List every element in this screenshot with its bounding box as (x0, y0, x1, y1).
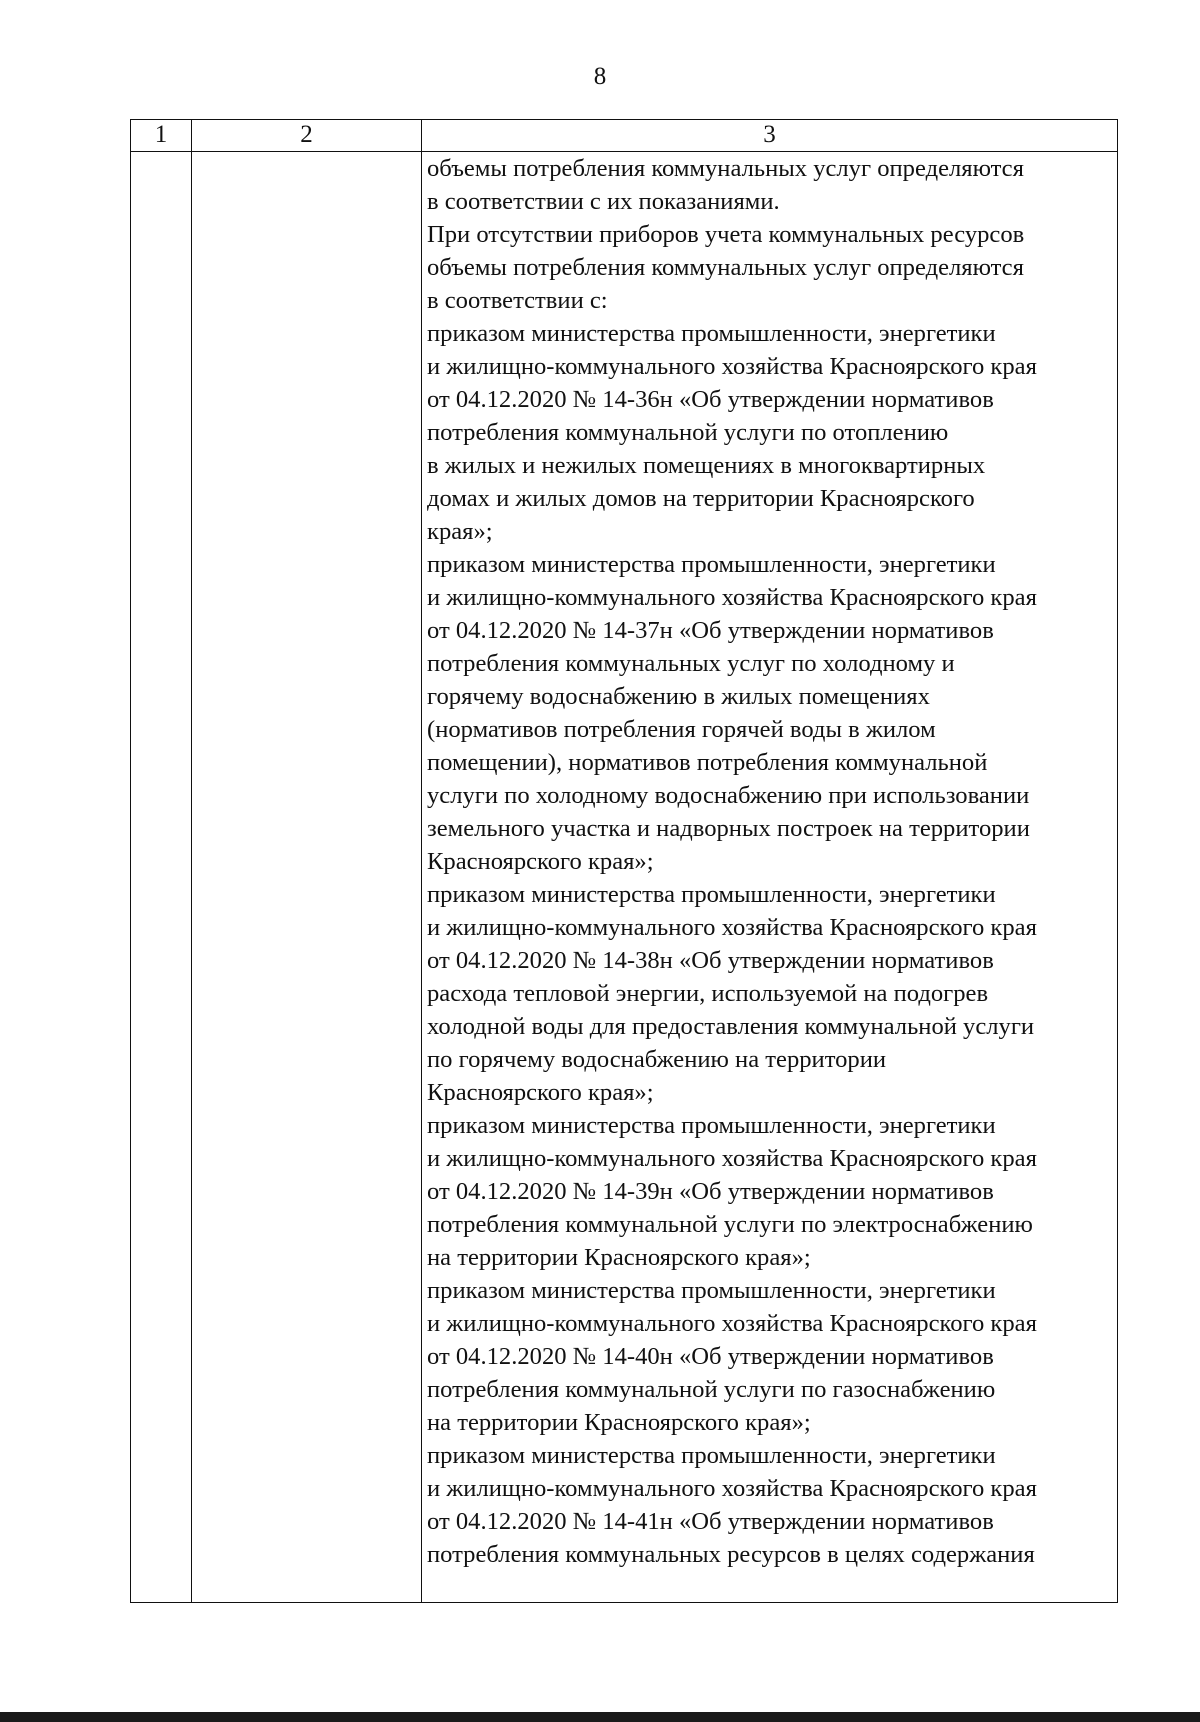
text-line: и жилищно-коммунального хозяйства Красноярского края (427, 1475, 1037, 1502)
table-header-row (131, 120, 1117, 152)
text-line: Красноярского края»; (427, 1079, 654, 1106)
text-line: и жилищно-коммунального хозяйства Красноярского края (427, 1310, 1037, 1337)
cell-column-3 (422, 152, 1117, 1602)
text-line: (нормативов потребления горячей воды в жилом (427, 716, 936, 743)
text-line: в соответствии с: (427, 287, 608, 314)
text-line: от 04.12.2020 № 14-38н «Об утверждении нормативов (427, 947, 994, 974)
text-line: Красноярского края»; (427, 848, 654, 875)
text-line: потребления коммунальных ресурсов в целях содержания (427, 1541, 1035, 1568)
text-line: потребления коммунальной услуги по отоплению (427, 419, 949, 446)
document-table (130, 119, 1118, 1603)
text-line: края»; (427, 518, 493, 545)
text-line: потребления коммунальных услуг по холодному и (427, 650, 955, 677)
text-line: от 04.12.2020 № 14-37н «Об утверждении нормативов (427, 617, 994, 644)
column-header-2: 2 (192, 120, 422, 151)
text-line: земельного участка и надворных построек на территории (427, 815, 1030, 842)
text-line: от 04.12.2020 № 14-36н «Об утверждении нормативов (427, 386, 994, 413)
text-line: от 04.12.2020 № 14-39н «Об утверждении нормативов (427, 1178, 994, 1205)
text-line: от 04.12.2020 № 14-40н «Об утверждении нормативов (427, 1343, 994, 1370)
text-line: объемы потребления коммунальных услуг определяются (427, 254, 1024, 281)
text-line: и жилищно-коммунального хозяйства Красноярского края (427, 1145, 1037, 1172)
column-header-1: 1 (131, 120, 192, 151)
text-line: помещении), нормативов потребления коммунальной (427, 749, 988, 776)
text-line: приказом министерства промышленности, энергетики (427, 1442, 996, 1469)
text-line: на территории Красноярского края»; (427, 1409, 811, 1436)
text-line: приказом министерства промышленности, энергетики (427, 881, 996, 908)
page-number: 8 (593, 63, 607, 90)
text-line: услуги по холодному водоснабжению при использовании (427, 782, 1030, 809)
text-line: потребления коммунальной услуги по электроснабжению (427, 1211, 1033, 1238)
text-line: и жилищно-коммунального хозяйства Красноярского края (427, 914, 1037, 941)
table-body-row (131, 152, 1117, 1602)
cell-column-1 (131, 152, 192, 1602)
text-line: холодной воды для предоставления коммунальной услуги (427, 1013, 1035, 1040)
text-line: горячему водоснабжению в жилых помещениях (427, 683, 930, 710)
text-line: в соответствии с их показаниями. (427, 188, 780, 215)
text-line: от 04.12.2020 № 14-41н «Об утверждении нормативов (427, 1508, 994, 1535)
text-line: на территории Красноярского края»; (427, 1244, 811, 1271)
text-line: потребления коммунальной услуги по газоснабжению (427, 1376, 996, 1403)
text-line: При отсутствии приборов учета коммунальных ресурсов (427, 221, 1025, 248)
text-line: в жилых и нежилых помещениях в многоквартирных (427, 452, 986, 479)
text-line: и жилищно-коммунального хозяйства Красноярского края (427, 584, 1037, 611)
text-line: и жилищно-коммунального хозяйства Красноярского края (427, 353, 1037, 380)
scan-bottom-edge (0, 1712, 1200, 1722)
text-line: объемы потребления коммунальных услуг определяются (427, 155, 1024, 182)
cell-column-2 (192, 152, 422, 1602)
text-line: приказом министерства промышленности, энергетики (427, 1277, 996, 1304)
text-line: приказом министерства промышленности, энергетики (427, 551, 996, 578)
column-header-3: 3 (763, 121, 776, 148)
text-line: по горячему водоснабжению на территории (427, 1046, 887, 1073)
text-line: домах и жилых домов на территории Красноярского (427, 485, 975, 512)
text-line: приказом министерства промышленности, энергетики (427, 1112, 996, 1139)
text-line: расхода тепловой энергии, используемой на подогрев (427, 980, 989, 1007)
text-line: приказом министерства промышленности, энергетики (427, 320, 996, 347)
